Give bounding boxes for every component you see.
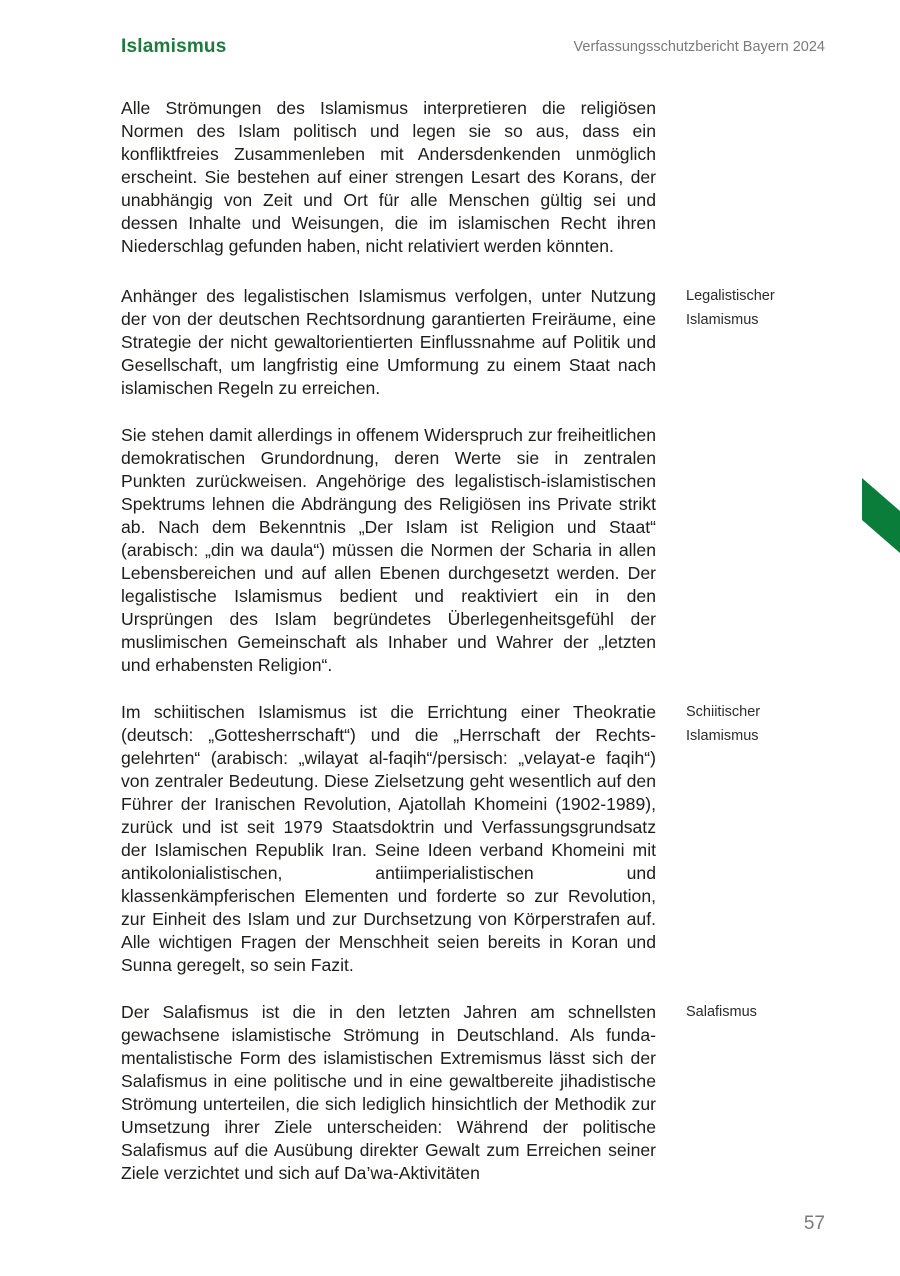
- chapter-tab-marker: [862, 478, 900, 553]
- margin-label-salafism: [686, 1001, 816, 1025]
- paragraph-shiite: Im schiitischen Islamismus ist die Errichtung einer Theokratie (deutsch: „Gottesherrschaft“) und die „Herrschaft der Rechtsgelehrten“ (arabisch: „wilayat al-faqih“/persisch: „velayat-e faqih“) von zentraler Bedeutung. Diese Zielsetzung geht wesentlich auf den Führer der Iranischen Revolution, Ajatollah Khomeini (1902-1989), zurück und ist seit 1979 Staatsdoktrin und Verfassungsgrundsatz der Islamischen Republik Iran. Seine Ideen verband Khomeini mit antikolonialistischen, antiimperialistischen und klassenkämpferischen Elementen und forderte so zur Revolution, zur Einheit des Islam und zur Durchsetzung von Körperstrafen auf. Alle wichtigen Fragen der Menschheit seien bereits in Koran und Sunna geregelt, so sein Fazit.: [121, 702, 656, 975]
- paragraph-intro: Alle Strömungen des Islamismus interpretieren die religiösen Normen des Islam politisch und legen sie so aus, dass ein konfliktfreies Zusammenleben mit Andersdenkenden unmöglich erscheint. Sie bestehen auf einer strengen Lesart des Korans, der unabhängig von Zeit und Ort für alle Menschen gültig sei und dessen Inhalte und Weisungen, die im islamischen Recht ihren Niederschlag gefunden haben, nicht relativiert werden könnten.: [121, 98, 656, 256]
- margin-label-shiite: [686, 701, 816, 748]
- chapter-tab-shape: [862, 478, 900, 553]
- paragraph-legalistic-detail: Sie stehen damit allerdings in offenem Widerspruch zur freiheitlichen demokratischen Grundordnung, deren Werte sie in zentralen Punkten zurückweisen. Angehörige des legalistisch-islamistischen Spektrums lehnen die Abdrängung des Religiösen ins Private strikt ab. Nach dem Bekenntnis „Der Islam ist Religion und Staat“ (arabisch: „din wa daula“) müssen die Normen der Scharia in allen Lebensbereichen und auf allen Ebenen durchgesetzt werden. Der legalistische Islamismus bedient und reaktiviert ein in den Ursprüngen des Islam begründetes Überlegenheitsgefühl der muslimischen Gemeinschaft als Inhaber und Wahrer der „letzten und erhabensten Religion“.: [121, 425, 656, 675]
- margin-label-line: Islamismus: [686, 727, 759, 744]
- report-title: Verfassungsschutzbericht Bayern 2024: [573, 39, 825, 55]
- page-number: 57: [803, 1213, 825, 1234]
- margin-label-line: Schiitischer: [686, 704, 761, 720]
- paragraph-legalistic: Anhänger des legalistischen Islamismus verfolgen, unter Nutzung der von der deutschen Rechtsordnung garantierten Freiräume, eine Strategie der nicht gewaltorientierten Einflussnahme auf Politik und Gesellschaft, um langfristig eine Umformung zu einem Staat nach islamischen Regeln zu erreichen.: [121, 286, 656, 398]
- paragraph-salafism: Der Salafismus ist die in den letzten Jahren am schnellsten gewachsene islamistische Strömung in Deutschland. Als fundamentalistische Form des islamistischen Extremismus lässt sich der Salafismus in eine politische und in eine gewaltbereite jihadistische Strömung unterteilen, die sich lediglich hinsichtlich der Methodik zur Umsetzung ihrer Ziele unterscheiden: Während der politische Salafismus auf die Ausübung direkter Gewalt zum Erreichen seiner Ziele verzichtet und sich auf Da’wa-Aktivitäten: [121, 1002, 656, 1183]
- section-title: Islamismus: [121, 36, 227, 57]
- margin-label-legalistic: [686, 285, 816, 332]
- margin-label-line: Legalistischer: [686, 288, 775, 304]
- margin-label-line: Salafismus: [686, 1004, 757, 1020]
- margin-label-line: Islamismus: [686, 311, 759, 328]
